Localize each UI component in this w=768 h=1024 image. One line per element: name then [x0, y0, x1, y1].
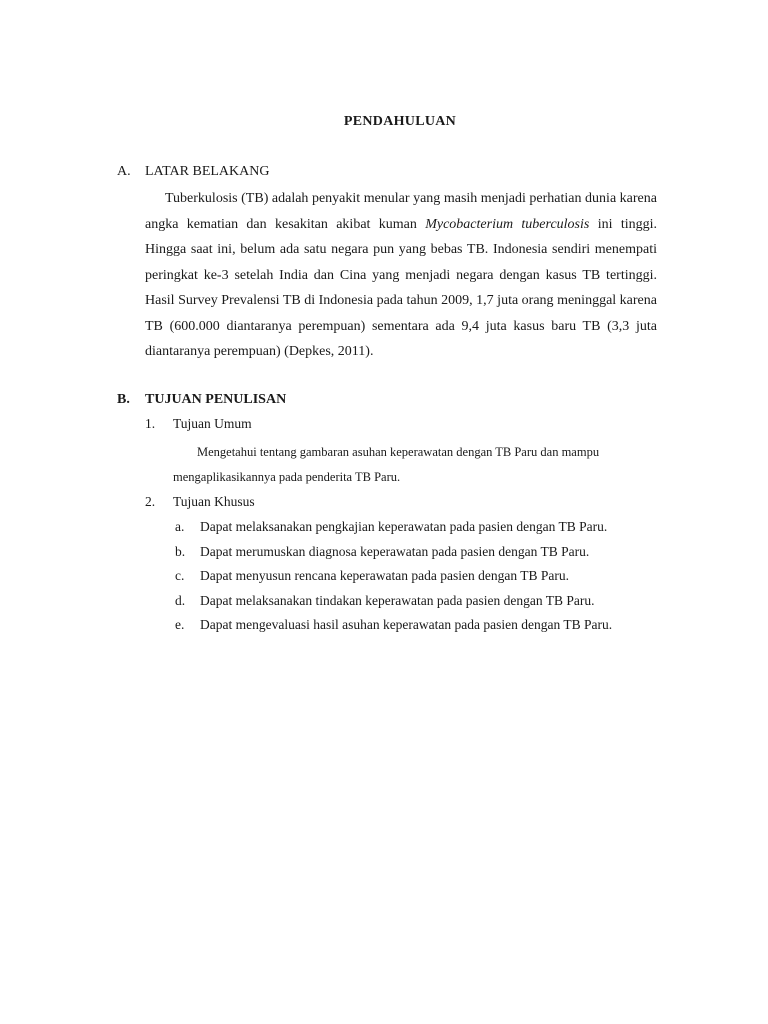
- subsection-1-title: Tujuan Umum: [173, 416, 252, 431]
- list-item: [175, 519, 612, 544]
- paragraph-text-end: ini tinggi. Hingga saat ini, belum ada satu negara pun yang bebas TB. Indonesia sendiri menempati peringkat ke-3 setelah India dan Cina yang menjadi negara dengan kasus TB tertinggi. Hasil Survey Prevalensi TB di Indonesia pada tahun 2009, 1,7 juta orang meninggal karena TB (600.000 diantaranya perempuan) sementara ada 9,4 juta kasus baru TB (3,3 juta diantaranya perempuan) (Depkes, 2011).: [145, 216, 657, 359]
- section-b-number: B.: [117, 392, 130, 407]
- general-objective-text: [173, 440, 693, 490]
- list-item-text: Dapat melaksanakan tindakan keperawatan pada pasien dengan TB Paru.: [200, 592, 595, 608]
- list-item-letter: b.: [175, 543, 186, 559]
- paragraph-italic-term: Mycobacterium tuberculosis: [425, 216, 590, 232]
- paragraph-text-start: Tuberkulosis (TB) adalah penyakit menular yang masih menjadi perhatian dunia karena angka kematian dan kesakitan akibat kuman: [145, 191, 657, 232]
- section-a-heading: [117, 164, 269, 180]
- subsection-1-number: 1.: [145, 416, 156, 431]
- list-item-text: Dapat merumuskan diagnosa keperawatan pada pasien dengan TB Paru.: [200, 543, 590, 559]
- general-objective-body: Mengetahui tentang gambaran asuhan keperawatan dengan TB Paru dan mampu mengaplikasikannya pada penderita TB Paru.: [173, 445, 600, 484]
- page-title: PENDAHULUAN: [343, 114, 457, 129]
- list-item: [175, 617, 612, 642]
- list-item-text: Dapat mengevaluasi hasil asuhan keperawatan pada pasien dengan TB Paru.: [200, 617, 613, 632]
- section-a-title: LATAR BELAKANG: [145, 164, 270, 179]
- section-a-number: A.: [117, 164, 131, 179]
- list-item: [175, 593, 612, 618]
- list-item-letter: a.: [175, 519, 185, 534]
- specific-objectives-list: [175, 519, 612, 642]
- list-item-letter: d.: [175, 592, 186, 608]
- list-item-text: Dapat melaksanakan pengkajian keperawatan pada pasien dengan TB Paru.: [200, 519, 608, 534]
- subsection-2-heading: [145, 494, 255, 510]
- list-item-text: Dapat menyusun rencana keperawatan pada pasien dengan TB Paru.: [200, 568, 569, 583]
- section-b-heading: [117, 392, 286, 408]
- subsection-2-title: Tujuan Khusus: [173, 494, 255, 509]
- section-b-title: TUJUAN PENULISAN: [145, 392, 287, 407]
- subsection-2-number: 2.: [145, 494, 156, 509]
- subsection-1-heading: [145, 416, 252, 432]
- list-item-letter: e.: [175, 617, 185, 632]
- list-item: [175, 544, 612, 569]
- list-item-letter: c.: [175, 568, 185, 583]
- list-item: [175, 568, 612, 593]
- background-paragraph: [145, 186, 657, 365]
